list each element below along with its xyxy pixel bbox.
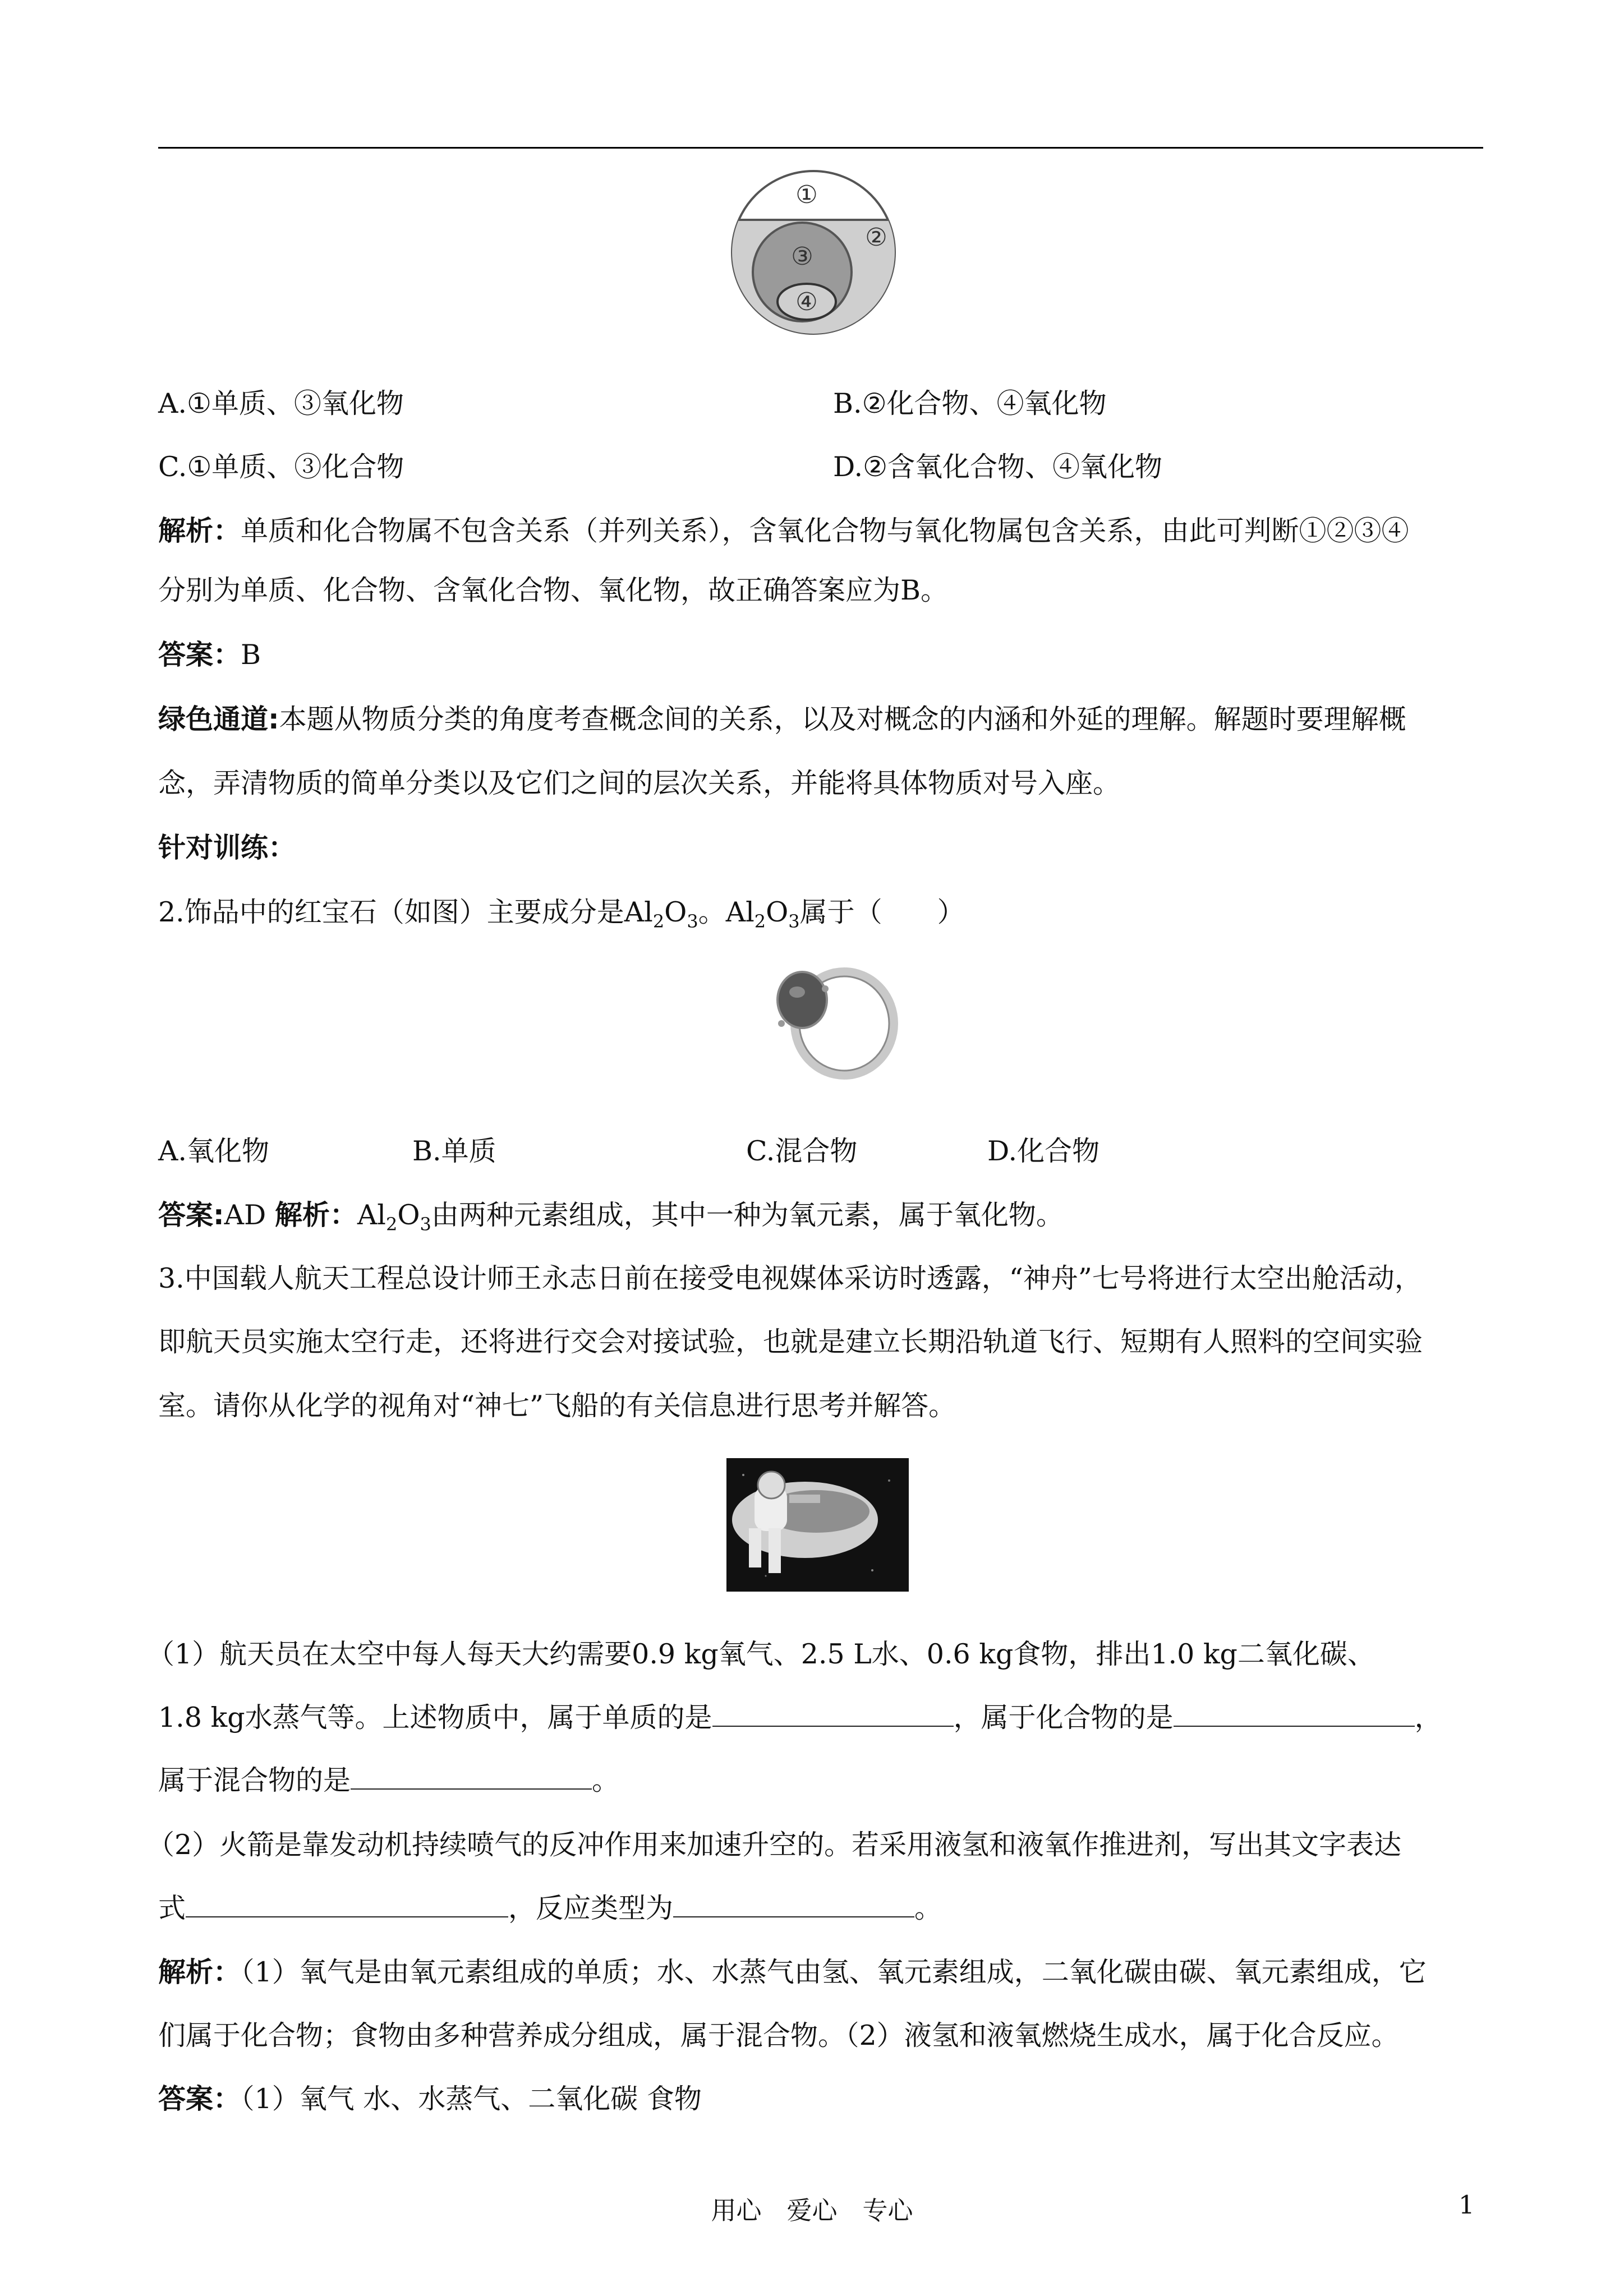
q1-analysis-line2: 分别为单质、化合物、含氧化合物、氧化物，故正确答案应为B。 — [158, 574, 949, 606]
q2-option-b: B.单质 — [412, 1135, 496, 1167]
q3-line1: 3.中国载人航天工程总设计师王永志日前在接受电视媒体采访时透露，“神舟”七号将进行太空出舱活动， — [158, 1262, 1422, 1294]
q1-option-d: D.②含氧化合物、④氧化物 — [833, 451, 1163, 483]
q3-part1-line3: 属于混合物的是 。 — [158, 1764, 620, 1796]
q3-answer: 答案：（1）氧气 水、水蒸气、二氧化碳 食物 — [158, 2083, 702, 2115]
q3-part1-line1: （1）航天员在太空中每人每天大约需要0.9 kg氧气、2.5 L水、0.6 kg食物，排出1.0 kg二氧化碳、 — [147, 1638, 1375, 1670]
page-number: 1 — [1459, 2190, 1475, 2220]
green-channel-text1: 本题从物质分类的角度考查概念间的关系，以及对概念的内涵和外延的理解。解题时要理解概 — [279, 703, 1406, 735]
green-channel-line1 — [158, 703, 1406, 736]
q2-option-d: D.化合物 — [987, 1135, 1100, 1167]
q1-analysis-text1: 单质和化合物属不包含关系（并列关系），含氧化合物与氧化物属包含关系，由此可判断①②③④ — [241, 515, 1409, 547]
q3-part1-line2: 1.8 kg水蒸气等。上述物质中，属于单质的是 ，属于化合物的是 ， — [158, 1702, 1442, 1733]
q1-analysis-label: 解析： — [158, 515, 241, 547]
q1-option-c: C.①单质、③化合物 — [158, 451, 404, 483]
blank-mixtures[interactable] — [351, 1764, 592, 1790]
q1-answer-label: 答案： — [158, 639, 241, 671]
q2-option-c: C.混合物 — [746, 1135, 858, 1167]
q2-answer-analysis: 答案:AD 解析：$Al_2O_3$由两种元素组成，其中一种为氧元素，属于氧化物。 — [158, 1199, 1064, 1235]
venn-label-1: ① — [795, 181, 818, 209]
green-channel-label: 绿色通道: — [158, 703, 279, 735]
q1-answer-value: B — [241, 639, 261, 671]
q1-option-b: B.②化合物、④氧化物 — [833, 388, 1107, 419]
venn-label-4: ④ — [795, 288, 818, 316]
venn-diagram — [729, 168, 898, 336]
practice-heading: 针对训练： — [158, 832, 296, 864]
q3-part2-line1: （2）火箭是靠发动机持续喷气的反冲作用来加速升空的。若采用液氢和液氧作推进剂，写出其文字表达 — [147, 1829, 1402, 1861]
q1-option-a: A.①单质、③氧化物 — [158, 388, 404, 419]
astronaut-spacewalk-image — [726, 1458, 909, 1592]
q3-analysis-line1: 解析：（1）氧气是由氧元素组成的单质；水、水蒸气由氢、氧元素组成，二氧化碳由碳、氧元素组成，它 — [158, 1956, 1427, 1988]
q2-stem: 2.饰品中的红宝石（如图）主要成分是$Al_2O_3$。$Al_2O_3$属于（ ） — [158, 896, 965, 932]
q3-line2: 即航天员实施太空行走，还将进行交会对接试验，也就是建立长期沿轨道飞行、短期有人照料的空间实验 — [158, 1326, 1423, 1358]
blank-elements[interactable] — [712, 1701, 954, 1727]
venn-label-3: ③ — [791, 242, 813, 271]
q1-answer — [158, 638, 261, 672]
q1-analysis-line1 — [158, 514, 1409, 548]
blank-compounds[interactable] — [1174, 1701, 1415, 1727]
blank-reaction-type[interactable] — [673, 1892, 914, 1917]
green-channel-line2: 念，弄清物质的简单分类以及它们之间的层次关系，并能将具体物质对号入座。 — [158, 767, 1121, 799]
q3-line3: 室。请你从化学的视角对“神七”飞船的有关信息进行思考并解答。 — [158, 1390, 956, 1422]
q3-part2-line2: 式 ，反应类型为 。 — [158, 1892, 942, 1924]
ruby-ring-image — [760, 956, 900, 1091]
q2-option-a: A.氧化物 — [158, 1135, 269, 1167]
venn-label-2: ② — [865, 223, 887, 252]
header-rule — [158, 147, 1483, 149]
footer-text: 用心 爱心 专心 — [711, 2196, 913, 2225]
blank-word-equation[interactable] — [186, 1892, 508, 1917]
q3-analysis-line2: 们属于化合物；食物由多种营养成分组成，属于混合物。（2）液氢和液氧燃烧生成水，属于化合反应。 — [158, 2020, 1399, 2051]
